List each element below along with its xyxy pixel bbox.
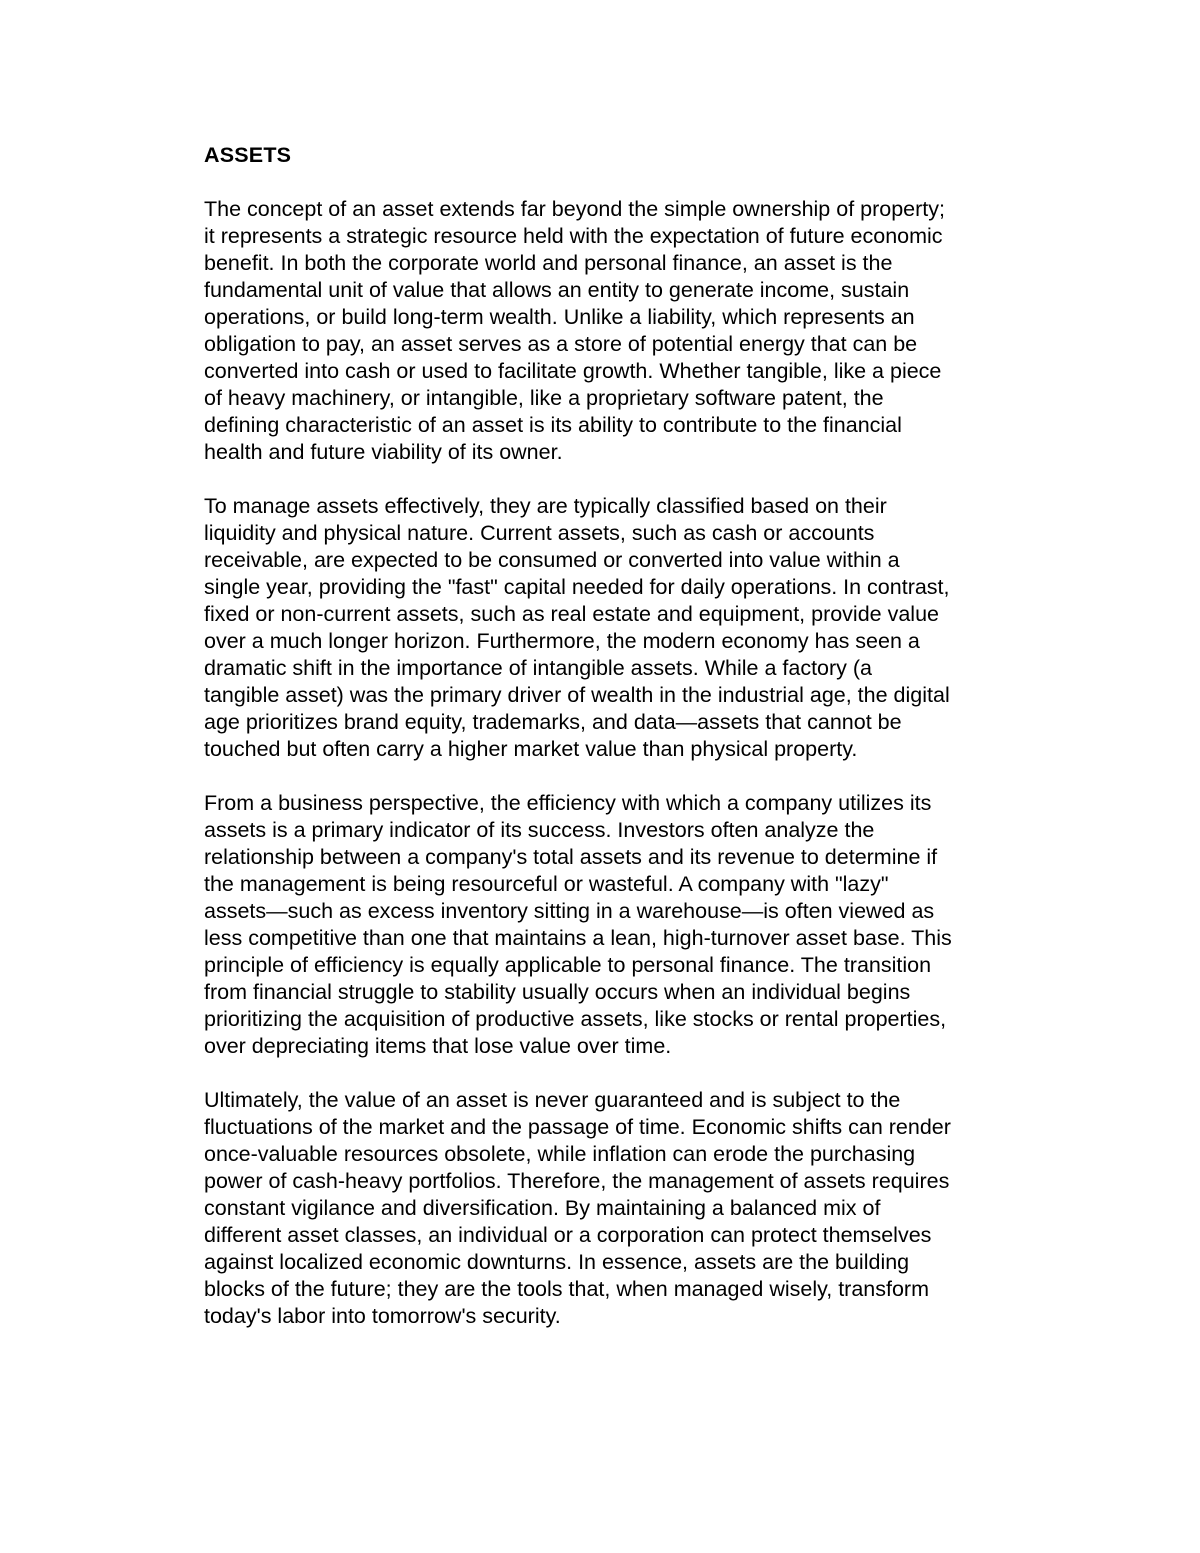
- paragraph-line: the management is being resourceful or wasteful. A company with "lazy": [204, 872, 889, 896]
- paragraph-line: tangible asset) was the primary driver of wealth in the industrial age, the digital: [204, 683, 950, 707]
- paragraph-line: power of cash-heavy portfolios. Therefore, the management of assets requires: [204, 1169, 950, 1193]
- paragraph-line: once-valuable resources obsolete, while inflation can erode the purchasing: [204, 1142, 916, 1166]
- paragraph-line: single year, providing the "fast" capital needed for daily operations. In contrast,: [204, 575, 950, 599]
- paragraph-line: Ultimately, the value of an asset is never guaranteed and is subject to the: [204, 1088, 901, 1112]
- paragraph-4: [204, 1087, 1034, 1330]
- paragraph-line: obligation to pay, an asset serves as a store of potential energy that can be: [204, 332, 918, 356]
- paragraph-line: constant vigilance and diversification. By maintaining a balanced mix of: [204, 1196, 881, 1220]
- paragraph-3: [204, 790, 1034, 1060]
- paragraph-line: receivable, are expected to be consumed or converted into value within a: [204, 548, 900, 572]
- paragraph-line: it represents a strategic resource held with the expectation of future economic: [204, 224, 943, 248]
- paragraph-line: against localized economic downturns. In essence, assets are the building: [204, 1250, 910, 1274]
- document-title: ASSETS: [204, 143, 292, 167]
- paragraph-line: over depreciating items that lose value over time.: [204, 1034, 672, 1058]
- paragraph-line: converted into cash or used to facilitate growth. Whether tangible, like a piece: [204, 359, 942, 383]
- paragraph-line: From a business perspective, the efficiency with which a company utilizes its: [204, 791, 932, 815]
- paragraph-line: To manage assets effectively, they are typically classified based on their: [204, 494, 887, 518]
- paragraph-line: fluctuations of the market and the passage of time. Economic shifts can render: [204, 1115, 951, 1139]
- paragraph-line: assets is a primary indicator of its success. Investors often analyze the: [204, 818, 875, 842]
- paragraph-line: over a much longer horizon. Furthermore, the modern economy has seen a: [204, 629, 920, 653]
- paragraph-line: age prioritizes brand equity, trademarks, and data—assets that cannot be: [204, 710, 902, 734]
- paragraph-line: health and future viability of its owner.: [204, 440, 563, 464]
- paragraph-2: [204, 493, 1034, 763]
- paragraph-line: blocks of the future; they are the tools that, when managed wisely, transform: [204, 1277, 930, 1301]
- paragraph-line: of heavy machinery, or intangible, like a proprietary software patent, the: [204, 386, 884, 410]
- paragraph-line: today's labor into tomorrow's security.: [204, 1304, 561, 1328]
- paragraph-line: from financial struggle to stability usually occurs when an individual begins: [204, 980, 911, 1004]
- paragraph-line: assets—such as excess inventory sitting in a warehouse—is often viewed as: [204, 899, 935, 923]
- paragraph-line: relationship between a company's total assets and its revenue to determine if: [204, 845, 938, 869]
- paragraph-line: prioritizing the acquisition of productive assets, like stocks or rental properties,: [204, 1007, 947, 1031]
- paragraph-line: benefit. In both the corporate world and personal finance, an asset is the: [204, 251, 893, 275]
- paragraph-line: principle of efficiency is equally applicable to personal finance. The transition: [204, 953, 932, 977]
- paragraph-line: different asset classes, an individual or a corporation can protect themselves: [204, 1223, 932, 1247]
- paragraph-line: operations, or build long-term wealth. Unlike a liability, which represents an: [204, 305, 915, 329]
- paragraph-1: [204, 196, 1034, 466]
- paragraph-line: less competitive than one that maintains a lean, high-turnover asset base. This: [204, 926, 952, 950]
- paragraph-line: The concept of an asset extends far beyond the simple ownership of property;: [204, 197, 945, 221]
- paragraph-line: defining characteristic of an asset is its ability to contribute to the financial: [204, 413, 902, 437]
- paragraph-line: fixed or non-current assets, such as real estate and equipment, provide value: [204, 602, 939, 626]
- document-body: [204, 142, 1034, 1357]
- paragraph-line: liquidity and physical nature. Current assets, such as cash or accounts: [204, 521, 875, 545]
- paragraph-line: dramatic shift in the importance of intangible assets. While a factory (a: [204, 656, 873, 680]
- paragraph-line: touched but often carry a higher market value than physical property.: [204, 737, 858, 761]
- paragraph-line: fundamental unit of value that allows an entity to generate income, sustain: [204, 278, 910, 302]
